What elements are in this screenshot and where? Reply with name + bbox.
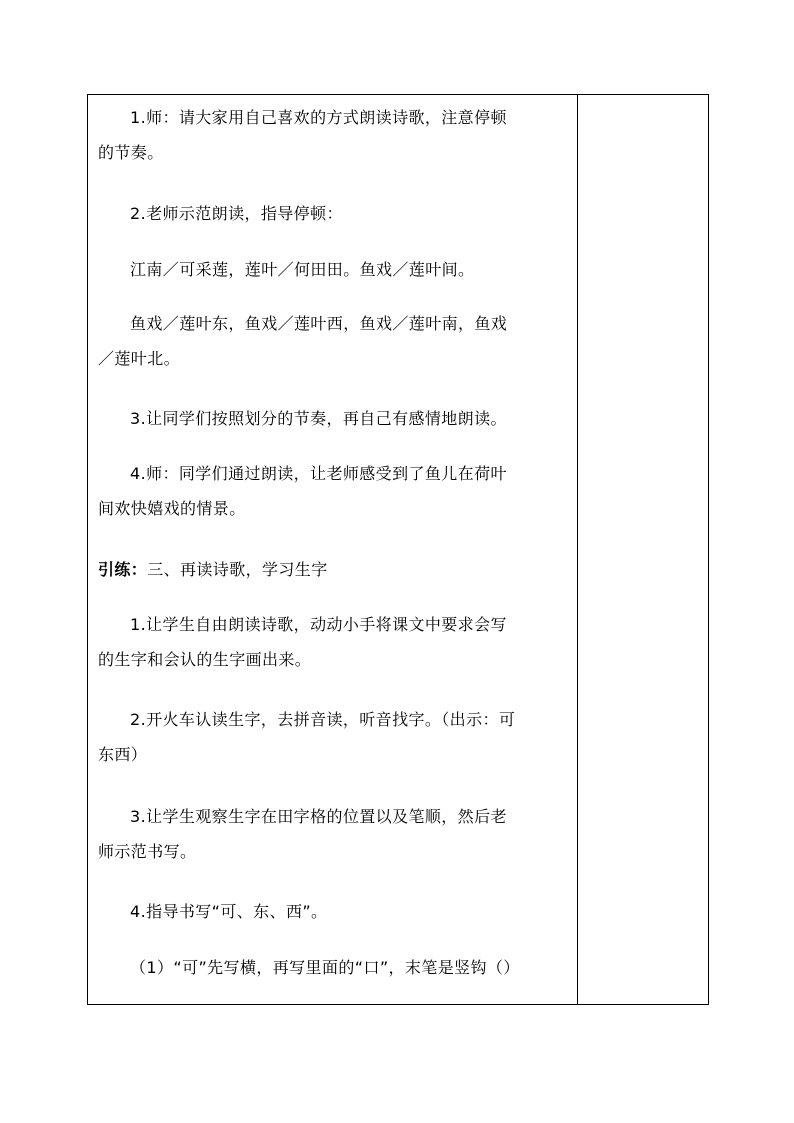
text-line: 江南／可采莲，莲叶／何田田。鱼戏／莲叶间。	[130, 260, 475, 279]
text-line: 师示范书写。	[98, 842, 197, 861]
section-label: 引练：	[98, 560, 148, 579]
text-line: 2.老师示范朗读，指导停顿：	[130, 204, 343, 223]
text-line: ／莲叶北。	[98, 349, 181, 368]
text-line: 4.指导书写“可、东、西”。	[130, 902, 328, 921]
text-line: 2.开火车认读生字，去拼音读，听音找字。（出示：可	[130, 710, 516, 729]
text-line: 东西）	[98, 745, 148, 764]
paragraph-poem-line-1	[98, 252, 570, 287]
text-line: 3.让同学们按照划分的节奏，再自己有感情地朗读。	[130, 409, 507, 428]
text-line: 的生字和会认的生字画出来。	[98, 650, 312, 669]
section-heading-learn-characters	[98, 552, 570, 587]
text-line: 3.让学生观察生字在田字格的位置以及笔顺，然后老	[130, 807, 507, 826]
paragraph-fish-playing	[98, 456, 570, 526]
paragraph-free-reading	[98, 607, 570, 677]
paragraph-guide-writing	[98, 894, 570, 929]
notes-cell	[578, 95, 708, 1004]
text-line: 1.让学生自由朗读诗歌，动动小手将课文中要求会写	[130, 615, 507, 634]
paragraph-emotional-reading	[98, 401, 570, 436]
section-title: 三、再读诗歌，学习生字	[147, 560, 328, 579]
paragraph-train-reading	[98, 702, 570, 772]
text-line: 间欢快嬉戏的情景。	[98, 499, 246, 518]
text-line: 的节奏。	[98, 143, 164, 162]
paragraph-poem-line-2	[98, 306, 570, 376]
paragraph-observe-characters	[98, 799, 570, 869]
text-line: 4.师：同学们通过朗读，让老师感受到了鱼儿在荷叶	[130, 464, 507, 483]
paragraph-teacher-demo	[98, 196, 570, 231]
paragraph-writing-ke	[98, 950, 570, 985]
lesson-table	[87, 94, 709, 1005]
paragraph-read-poem-pause	[98, 100, 570, 170]
text-line: （1）“可”先写横，再写里面的“口”，末笔是竖钩（）	[130, 958, 520, 977]
text-line: 1.师：请大家用自己喜欢的方式朗读诗歌，注意停顿	[130, 108, 507, 127]
text-line: 鱼戏／莲叶东，鱼戏／莲叶西，鱼戏／莲叶南，鱼戏	[130, 314, 508, 333]
lesson-content-cell	[88, 95, 577, 1004]
